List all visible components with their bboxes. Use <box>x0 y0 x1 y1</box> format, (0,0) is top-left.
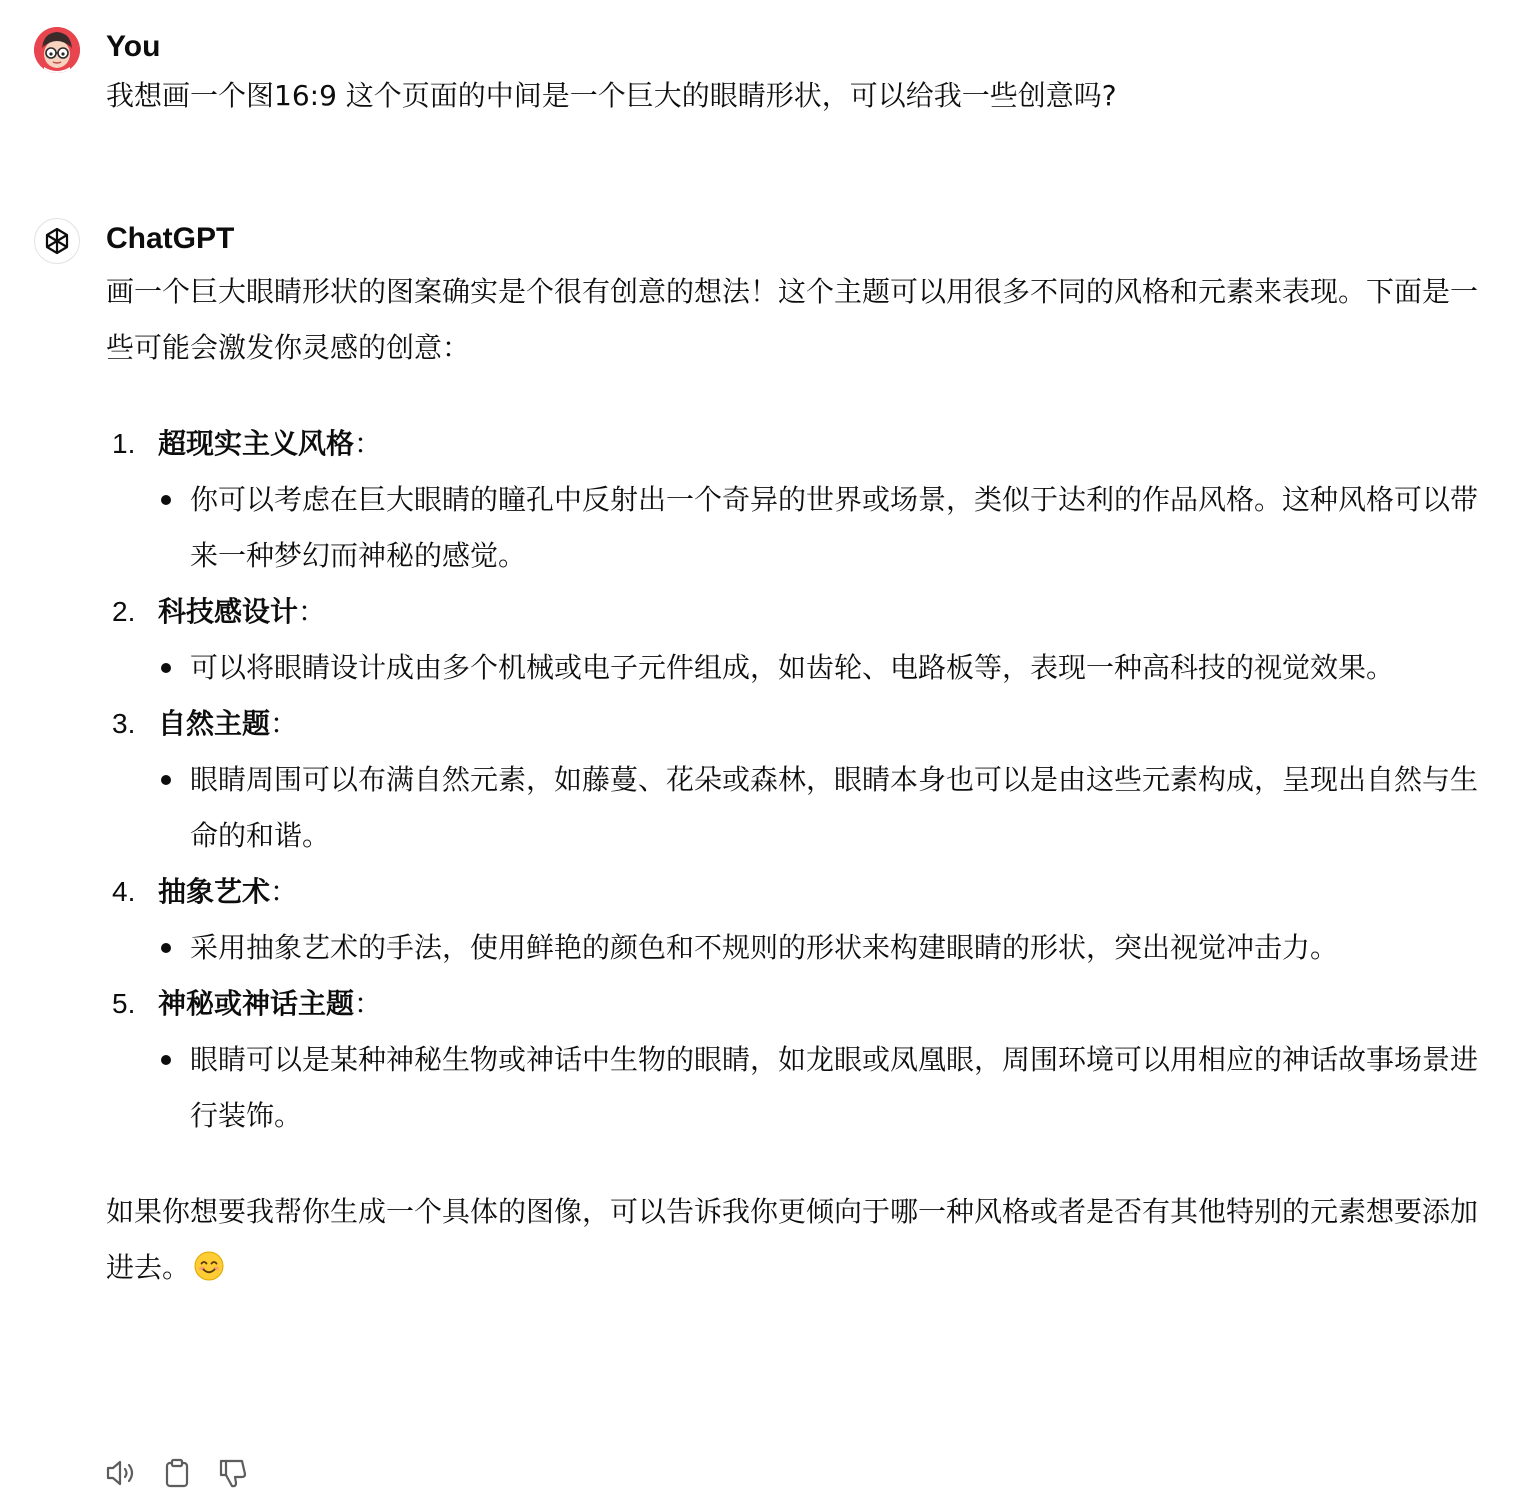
idea-title: 抽象艺术 <box>158 875 271 908</box>
answer-closing-text: 如果你想要我帮你生成一个具体的图像，可以告诉我你更倾向于哪一种风格或者是否有其他特别的元素想要添加进去。 <box>106 1195 1479 1284</box>
answer-closing <box>106 1184 1486 1300</box>
copy-button[interactable] <box>160 1456 194 1490</box>
answer-intro: 画一个巨大眼睛形状的图案确实是个很有创意的想法！这个主题可以用很多不同的风格和元素来表现。下面是一些可能会激发你灵感的创意： <box>106 275 1479 364</box>
idea-colon: ： <box>298 595 327 628</box>
idea-colon: ： <box>270 875 299 908</box>
assistant-message <box>106 264 1486 1300</box>
thumbs-down-icon <box>216 1456 250 1490</box>
idea-number: 3. <box>112 708 136 739</box>
chatgpt-author-name: ChatGPT <box>106 222 235 255</box>
user-avatar-image <box>34 27 80 73</box>
idea-detail: 采用抽象艺术的手法，使用鲜艳的颜色和不规则的形状来构建眼睛的形状，突出视觉冲击力。 <box>158 920 1486 976</box>
ideas-list <box>106 416 1486 1144</box>
idea-item <box>106 416 1486 584</box>
idea-title: 超现实主义风格 <box>158 427 355 460</box>
message-actions <box>104 1456 250 1490</box>
idea-item <box>106 976 1486 1144</box>
idea-item <box>106 864 1486 976</box>
idea-title: 科技感设计 <box>158 595 299 628</box>
idea-detail: 你可以考虑在巨大眼睛的瞳孔中反射出一个奇异的世界或场景，类似于达利的作品风格。这种风格可以带来一种梦幻而神秘的感觉。 <box>158 472 1486 584</box>
user-author-name: You <box>106 30 161 63</box>
user-message: 我想画一个图16:9 这个页面的中间是一个巨大的眼睛形状，可以给我一些创意吗? <box>106 79 1117 112</box>
idea-colon: ： <box>354 987 383 1020</box>
thumbs-down-button[interactable] <box>216 1456 250 1490</box>
idea-title: 自然主题 <box>158 707 271 740</box>
idea-detail: 眼睛可以是某种神秘生物或神话中生物的眼睛，如龙眼或凤凰眼，周围环境可以用相应的神话故事场景进行装饰。 <box>158 1032 1486 1144</box>
idea-number: 5. <box>112 988 136 1019</box>
idea-number: 2. <box>112 596 136 627</box>
idea-detail: 眼睛周围可以布满自然元素，如藤蔓、花朵或森林，眼睛本身也可以是由这些元素构成，呈现出自然与生命的和谐。 <box>158 752 1486 864</box>
clipboard-icon <box>160 1456 194 1490</box>
read-aloud-button[interactable] <box>104 1456 138 1490</box>
idea-item <box>106 696 1486 864</box>
user-avatar[interactable] <box>34 27 80 73</box>
idea-item <box>106 584 1486 696</box>
idea-colon: ： <box>270 707 299 740</box>
speaker-icon <box>104 1456 138 1490</box>
smiling-face-emoji <box>194 1244 224 1300</box>
idea-colon: ： <box>354 427 383 460</box>
idea-number: 1. <box>112 428 136 459</box>
chatgpt-avatar <box>34 218 80 264</box>
idea-title: 神秘或神话主题 <box>158 987 355 1020</box>
openai-logo-icon <box>41 225 73 257</box>
idea-detail: 可以将眼睛设计成由多个机械或电子元件组成，如齿轮、电路板等，表现一种高科技的视觉效果。 <box>158 640 1486 696</box>
idea-number: 4. <box>112 876 136 907</box>
